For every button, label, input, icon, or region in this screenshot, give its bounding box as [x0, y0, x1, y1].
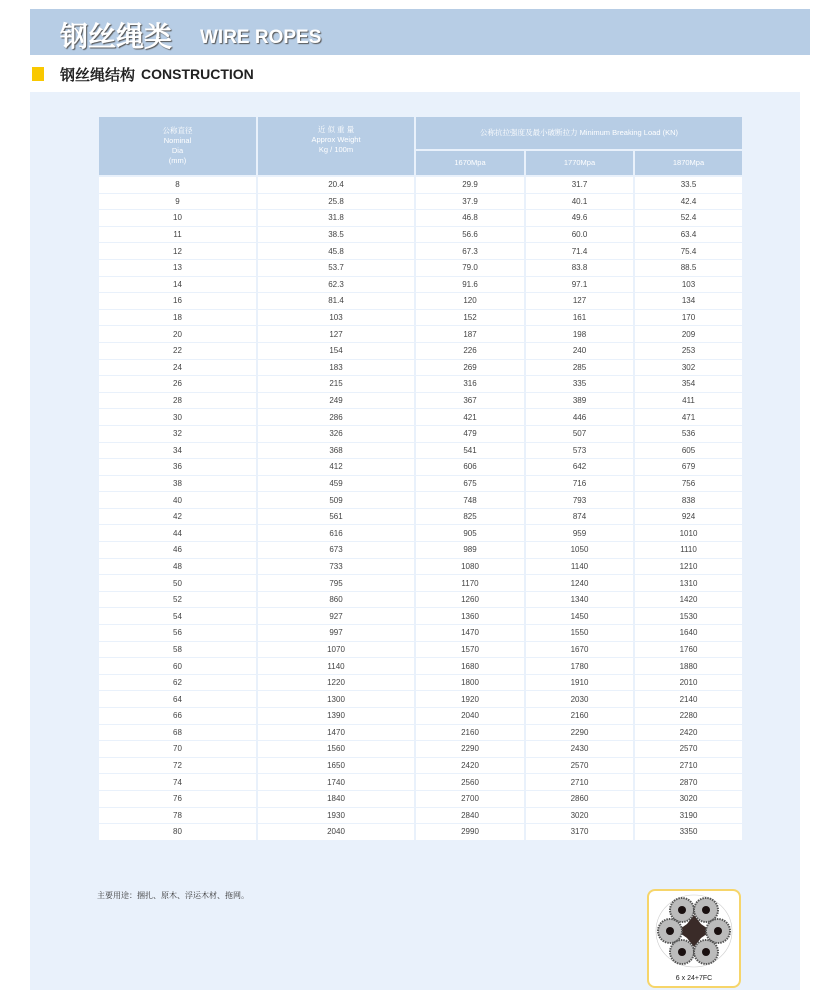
table-row: [98, 243, 743, 260]
table-cell: 3190: [634, 807, 743, 824]
table-cell: 30: [98, 409, 257, 426]
table-cell: 81.4: [257, 293, 415, 310]
table-cell: 2710: [525, 774, 634, 791]
table-cell: 1640: [634, 625, 743, 642]
table-cell: 1550: [525, 625, 634, 642]
table-cell: 78: [98, 807, 257, 824]
table-cell: 60.0: [525, 226, 634, 243]
table-cell: 924: [634, 508, 743, 525]
table-cell: 1800: [415, 674, 525, 691]
table-cell: 1070: [257, 641, 415, 658]
table-cell: 20.4: [257, 176, 415, 193]
table-cell: 959: [525, 525, 634, 542]
table-cell: 2140: [634, 691, 743, 708]
table-cell: 285: [525, 359, 634, 376]
table-cell: 1420: [634, 591, 743, 608]
table-cell: 3170: [525, 824, 634, 841]
table-cell: 838: [634, 492, 743, 509]
table-cell: 1260: [415, 591, 525, 608]
header-grade-1870: 1870Mpa: [634, 150, 743, 176]
table-cell: 83.8: [525, 259, 634, 276]
table-cell: 2430: [525, 741, 634, 758]
table-cell: 1010: [634, 525, 743, 542]
table-cell: 367: [415, 392, 525, 409]
table-cell: 67.3: [415, 243, 525, 260]
table-cell: 997: [257, 625, 415, 642]
table-row: [98, 724, 743, 741]
table-cell: 471: [634, 409, 743, 426]
table-cell: 286: [257, 409, 415, 426]
table-cell: 56: [98, 625, 257, 642]
page-banner: [30, 9, 810, 55]
table-cell: 561: [257, 508, 415, 525]
rope-cross-section-figure: [647, 889, 741, 988]
table-cell: 679: [634, 459, 743, 476]
table-cell: 1740: [257, 774, 415, 791]
table-row: [98, 625, 743, 642]
table-cell: 31.7: [525, 176, 634, 193]
spec-table: [97, 115, 744, 841]
table-cell: 2160: [525, 708, 634, 725]
table-cell: 36: [98, 459, 257, 476]
table-cell: 40.1: [525, 193, 634, 210]
table-cell: 34: [98, 442, 257, 459]
table-row: [98, 558, 743, 575]
table-cell: 46: [98, 542, 257, 559]
table-cell: 183: [257, 359, 415, 376]
table-cell: 642: [525, 459, 634, 476]
table-cell: 860: [257, 591, 415, 608]
table-cell: 1530: [634, 608, 743, 625]
table-cell: 354: [634, 376, 743, 393]
table-cell: 37.9: [415, 193, 525, 210]
table-cell: 874: [525, 508, 634, 525]
table-cell: 33.5: [634, 176, 743, 193]
table-cell: 22: [98, 342, 257, 359]
table-cell: 3020: [525, 807, 634, 824]
table-cell: 32: [98, 425, 257, 442]
table-cell: 1560: [257, 741, 415, 758]
table-cell: 64: [98, 691, 257, 708]
table-cell: 459: [257, 475, 415, 492]
table-cell: 756: [634, 475, 743, 492]
table-cell: 675: [415, 475, 525, 492]
table-row: [98, 276, 743, 293]
table-row: [98, 409, 743, 426]
table-cell: 1670: [525, 641, 634, 658]
table-cell: 134: [634, 293, 743, 310]
table-cell: 2710: [634, 757, 743, 774]
table-cell: 412: [257, 459, 415, 476]
table-row: [98, 790, 743, 807]
table-cell: 793: [525, 492, 634, 509]
table-cell: 368: [257, 442, 415, 459]
figure-caption: 6 x 24+7FC: [675, 975, 713, 982]
table-cell: 161: [525, 309, 634, 326]
table-cell: 1220: [257, 674, 415, 691]
table-cell: 2840: [415, 807, 525, 824]
table-cell: 1650: [257, 757, 415, 774]
table-cell: 2010: [634, 674, 743, 691]
table-cell: 673: [257, 542, 415, 559]
table-cell: 58: [98, 641, 257, 658]
table-cell: 733: [257, 558, 415, 575]
table-cell: 62: [98, 674, 257, 691]
table-cell: 573: [525, 442, 634, 459]
table-cell: 1340: [525, 591, 634, 608]
table-row: [98, 459, 743, 476]
table-cell: 1470: [257, 724, 415, 741]
table-cell: 1050: [525, 542, 634, 559]
table-cell: 154: [257, 342, 415, 359]
table-cell: 60: [98, 658, 257, 675]
table-cell: 20: [98, 326, 257, 343]
table-row: [98, 824, 743, 841]
table-row: [98, 774, 743, 791]
table-row: [98, 807, 743, 824]
table-row: [98, 641, 743, 658]
table-cell: 48: [98, 558, 257, 575]
table-row: [98, 392, 743, 409]
header-dia: 公称直径 Nominal Dia (mm): [98, 116, 257, 176]
table-cell: 2290: [525, 724, 634, 741]
table-cell: 54: [98, 608, 257, 625]
table-cell: 2030: [525, 691, 634, 708]
table-cell: 42: [98, 508, 257, 525]
table-cell: 49.6: [525, 210, 634, 227]
table-cell: 411: [634, 392, 743, 409]
header-grade-1770: 1770Mpa: [525, 150, 634, 176]
table-cell: 74: [98, 774, 257, 791]
table-cell: 2160: [415, 724, 525, 741]
table-cell: 52.4: [634, 210, 743, 227]
table-row: [98, 508, 743, 525]
table-cell: 2570: [634, 741, 743, 758]
table-cell: 1240: [525, 575, 634, 592]
table-cell: 2870: [634, 774, 743, 791]
table-cell: 70: [98, 741, 257, 758]
table-cell: 44: [98, 525, 257, 542]
table-cell: 71.4: [525, 243, 634, 260]
table-cell: 97.1: [525, 276, 634, 293]
table-cell: 1880: [634, 658, 743, 675]
table-cell: 1570: [415, 641, 525, 658]
table-cell: 269: [415, 359, 525, 376]
table-row: [98, 542, 743, 559]
header-load: 公称抗拉强度及最小破断拉力 Minimum Breaking Load (KN): [415, 116, 743, 150]
table-cell: 240: [525, 342, 634, 359]
table-cell: 1140: [525, 558, 634, 575]
table-cell: 103: [634, 276, 743, 293]
table-row: [98, 691, 743, 708]
table-cell: 13: [98, 259, 257, 276]
table-cell: 76: [98, 790, 257, 807]
table-cell: 316: [415, 376, 525, 393]
table-cell: 716: [525, 475, 634, 492]
table-cell: 56.6: [415, 226, 525, 243]
table-cell: 8: [98, 176, 257, 193]
table-cell: 1680: [415, 658, 525, 675]
table-cell: 38.5: [257, 226, 415, 243]
table-cell: 120: [415, 293, 525, 310]
table-cell: 1780: [525, 658, 634, 675]
yellow-square-icon: [32, 67, 44, 81]
table-cell: 68: [98, 724, 257, 741]
table-cell: 1080: [415, 558, 525, 575]
table-cell: 16: [98, 293, 257, 310]
table-cell: 45.8: [257, 243, 415, 260]
table-cell: 507: [525, 425, 634, 442]
table-row: [98, 342, 743, 359]
table-row: [98, 293, 743, 310]
table-cell: 209: [634, 326, 743, 343]
table-cell: 1300: [257, 691, 415, 708]
table-cell: 46.8: [415, 210, 525, 227]
table-cell: 187: [415, 326, 525, 343]
table-cell: 2700: [415, 790, 525, 807]
table-cell: 88.5: [634, 259, 743, 276]
table-row: [98, 575, 743, 592]
table-cell: 446: [525, 409, 634, 426]
table-cell: 326: [257, 425, 415, 442]
table-cell: 226: [415, 342, 525, 359]
table-cell: 40: [98, 492, 257, 509]
table-cell: 302: [634, 359, 743, 376]
table-row: [98, 425, 743, 442]
table-row: [98, 442, 743, 459]
table-cell: 14: [98, 276, 257, 293]
table-cell: 10: [98, 210, 257, 227]
table-cell: 2040: [257, 824, 415, 841]
table-cell: 127: [525, 293, 634, 310]
table-cell: 927: [257, 608, 415, 625]
table-cell: 2040: [415, 708, 525, 725]
table-row: [98, 591, 743, 608]
table-cell: 127: [257, 326, 415, 343]
table-row: [98, 210, 743, 227]
table-cell: 3020: [634, 790, 743, 807]
table-cell: 335: [525, 376, 634, 393]
table-cell: 198: [525, 326, 634, 343]
table-cell: 606: [415, 459, 525, 476]
table-cell: 80: [98, 824, 257, 841]
table-cell: 1470: [415, 625, 525, 642]
table-row: [98, 757, 743, 774]
table-cell: 26: [98, 376, 257, 393]
table-cell: 62.3: [257, 276, 415, 293]
table-cell: 1840: [257, 790, 415, 807]
table-cell: 541: [415, 442, 525, 459]
table-cell: 12: [98, 243, 257, 260]
table-cell: 1930: [257, 807, 415, 824]
table-row: [98, 309, 743, 326]
table-cell: 3350: [634, 824, 743, 841]
table-cell: 9: [98, 193, 257, 210]
table-cell: 795: [257, 575, 415, 592]
table-cell: 170: [634, 309, 743, 326]
table-cell: 2420: [415, 757, 525, 774]
table-cell: 152: [415, 309, 525, 326]
table-cell: 63.4: [634, 226, 743, 243]
table-cell: 11: [98, 226, 257, 243]
table-cell: 66: [98, 708, 257, 725]
table-cell: 25.8: [257, 193, 415, 210]
table-cell: 536: [634, 425, 743, 442]
table-cell: 79.0: [415, 259, 525, 276]
table-cell: 905: [415, 525, 525, 542]
table-cell: 2290: [415, 741, 525, 758]
table-row: [98, 608, 743, 625]
table-cell: 1210: [634, 558, 743, 575]
section-title-cn: 钢丝绳结构: [60, 65, 136, 84]
table-row: [98, 475, 743, 492]
table-cell: 2280: [634, 708, 743, 725]
usage-note: 主要用途：捆扎、原木、浮运木材、拖网。: [97, 891, 249, 900]
header-weight: 近 似 重 量 Approx Weight Kg / 100m: [257, 116, 415, 176]
table-cell: 253: [634, 342, 743, 359]
table-row: [98, 193, 743, 210]
table-row: [98, 359, 743, 376]
table-cell: 825: [415, 508, 525, 525]
table-cell: 389: [525, 392, 634, 409]
table-cell: 28: [98, 392, 257, 409]
header-grade-1670: 1670Mpa: [415, 150, 525, 176]
table-cell: 42.4: [634, 193, 743, 210]
banner-title-cn: 钢丝绳类: [60, 20, 173, 53]
table-cell: 748: [415, 492, 525, 509]
table-cell: 1760: [634, 641, 743, 658]
table-cell: 1170: [415, 575, 525, 592]
table-cell: 24: [98, 359, 257, 376]
table-cell: 53.7: [257, 259, 415, 276]
table-cell: 616: [257, 525, 415, 542]
table-row: [98, 492, 743, 509]
content-panel: [30, 92, 800, 990]
table-row: [98, 259, 743, 276]
table-cell: 18: [98, 309, 257, 326]
section-title-en: CONSTRUCTION: [141, 66, 254, 82]
table-cell: 31.8: [257, 210, 415, 227]
table-cell: 38: [98, 475, 257, 492]
table-cell: 989: [415, 542, 525, 559]
table-cell: 1920: [415, 691, 525, 708]
table-cell: 29.9: [415, 176, 525, 193]
table-row: [98, 525, 743, 542]
table-cell: 2420: [634, 724, 743, 741]
table-cell: 1390: [257, 708, 415, 725]
table-cell: 605: [634, 442, 743, 459]
table-cell: 1450: [525, 608, 634, 625]
table-cell: 103: [257, 309, 415, 326]
table-row: [98, 376, 743, 393]
table-cell: 52: [98, 591, 257, 608]
table-cell: 249: [257, 392, 415, 409]
table-cell: 2860: [525, 790, 634, 807]
section-heading: [32, 64, 254, 84]
table-cell: 72: [98, 757, 257, 774]
table-row: [98, 226, 743, 243]
rope-cross-section-icon: [649, 891, 739, 971]
table-row: [98, 326, 743, 343]
table-cell: 1310: [634, 575, 743, 592]
table-row: [98, 658, 743, 675]
table-row: [98, 176, 743, 193]
table-cell: 421: [415, 409, 525, 426]
table-row: [98, 708, 743, 725]
table-cell: 1110: [634, 542, 743, 559]
table-row: [98, 674, 743, 691]
table-cell: 1360: [415, 608, 525, 625]
table-cell: 2990: [415, 824, 525, 841]
table-cell: 479: [415, 425, 525, 442]
table-cell: 2560: [415, 774, 525, 791]
table-cell: 1140: [257, 658, 415, 675]
table-cell: 91.6: [415, 276, 525, 293]
table-cell: 2570: [525, 757, 634, 774]
table-cell: 1910: [525, 674, 634, 691]
table-cell: 75.4: [634, 243, 743, 260]
table-row: [98, 741, 743, 758]
table-cell: 215: [257, 376, 415, 393]
table-cell: 50: [98, 575, 257, 592]
banner-title-en: WIRE ROPES: [200, 27, 322, 48]
table-cell: 509: [257, 492, 415, 509]
